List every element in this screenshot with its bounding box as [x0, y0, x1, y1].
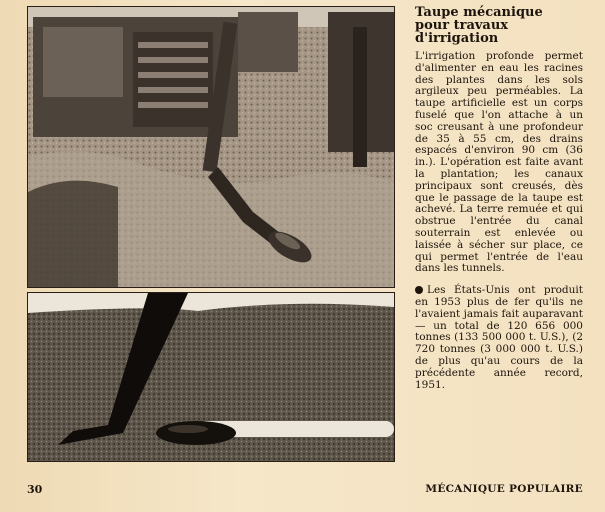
iron-paragraph-text: Les États-Unis ont produit en 1953 plus de fer qu'ils ne l'avaient jamais fait auparavant — un total de 120 656 000 tonnes (133 500 000 t. U.S.), (2 720 tonnes (3 000 000 t. U.S.) de plus qu'au cours de la précédente année record, 1951.	[415, 284, 583, 391]
mole-plow-photo-graphic	[28, 7, 394, 287]
magazine-name: MÉCANIQUE POPULAIRE	[425, 483, 583, 495]
article-paragraph-iron	[415, 285, 583, 391]
article-column	[415, 6, 583, 391]
bullet-icon	[415, 286, 423, 294]
cross-section-graphic	[28, 293, 394, 461]
article-title: Taupe mécanique pour travaux d'irrigation	[415, 5, 543, 46]
page-number: 30	[27, 483, 43, 496]
mole-plow-photo	[27, 6, 395, 288]
mole-cross-section-photo	[27, 292, 395, 462]
article-paragraph-irrigation: L'irrigation profonde permet d'alimenter en eau les racines des plantes dans les sols argileux peu perméables. La taupe artificielle est un corps fuselé que l'on attache à un soc creusant à une profondeur de 35 à 55 cm, des drains espacés d'environ 90 cm (36 in.). L'opération est faite avant la plantation; les canaux principaux sont creusés, dès que le passage de la taupe est achevé. La terre remuée et qui obstrue l'entrée du canal souterrain est enlevée ou laissée à sécher sur place, ce qui permet l'entrée de l'eau dans les tunnels.	[415, 50, 583, 275]
